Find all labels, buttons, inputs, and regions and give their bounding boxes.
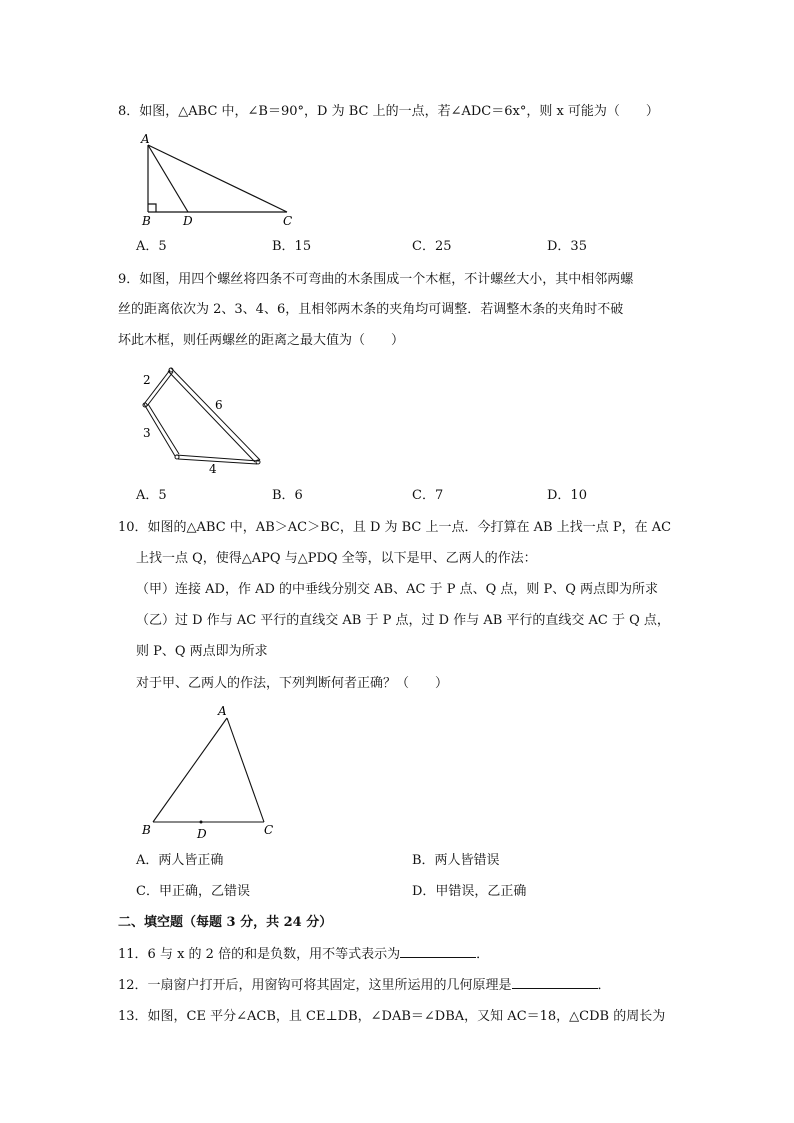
q8-stem: 8．如图，△ABC 中，∠B＝90°，D 为 BC 上的一点，若∠ADC＝6x°，则 x 可能为（ ） xyxy=(118,104,659,119)
q11-text: 11．6 与 x 的 2 倍的和是负数，用不等式表示为 xyxy=(118,947,401,962)
q10-stem-line4: （乙）过 D 作与 AC 平行的直线交 AB 于 P 点，过 D 作与 AB 平行的直线交 AC 于 Q 点， xyxy=(136,613,670,628)
q9-option-b[interactable]: B．6 xyxy=(272,488,303,503)
q10-label-a: A xyxy=(218,704,227,718)
q10-stem-line6: 对于甲、乙两人的作法，下列判断何者正确？（ ） xyxy=(136,676,449,691)
q10-option-c[interactable]: C．甲正确，乙错误 xyxy=(136,884,250,899)
q10-option-a[interactable]: A．两人皆正确 xyxy=(136,853,224,868)
q9-stem-line1: 9．如图，用四个螺丝将四条不可弯曲的木条围成一个木框，不计螺丝大小，其中相邻两螺 xyxy=(118,272,634,287)
q10-stem-line3: （甲）连接 AD，作 AD 的中垂线分别交 AB、AC 于 P 点、Q 点，则 P、Q 两点即为所求 xyxy=(136,582,659,597)
q10-triangle xyxy=(153,718,264,822)
q9-side-label-6: 6 xyxy=(215,398,223,412)
q12-end: ． xyxy=(597,978,611,993)
q9-side-label-3: 3 xyxy=(143,426,151,440)
q9-option-d[interactable]: D．10 xyxy=(547,488,587,503)
q10-point-d xyxy=(200,821,203,824)
q8-label-b: B xyxy=(142,214,151,228)
q13-stem: 13．如图，CE 平分∠ACB，且 CE⊥DB，∠DAB＝∠DBA，又知 AC＝18，△CDB 的周长为 xyxy=(118,1009,666,1024)
q9-stem-line3: 坏此木框，则任两螺丝的距离之最大值为（ ） xyxy=(118,333,405,348)
q9-side-label-2: 2 xyxy=(143,373,151,387)
q9-wood-frame xyxy=(143,368,260,464)
q9-option-a[interactable]: A．5 xyxy=(136,488,167,503)
q10-label-d: D xyxy=(197,827,207,841)
q8-option-d[interactable]: D．35 xyxy=(547,239,587,254)
q12-text: 12．一扇窗户打开后，用窗钩可将其固定，这里所运用的几何原理是 xyxy=(118,978,512,993)
q10-label-b: B xyxy=(142,823,151,837)
q8-label-c: C xyxy=(283,214,293,228)
q10-stem-line5: 则 P、Q 两点即为所求 xyxy=(136,644,268,659)
q8-triangle xyxy=(148,145,287,212)
q12-answer-blank[interactable] xyxy=(512,976,598,989)
q8-option-c[interactable]: C．25 xyxy=(412,239,452,254)
q8-option-b[interactable]: B．15 xyxy=(272,239,312,254)
q10-option-d[interactable]: D．甲错误，乙正确 xyxy=(412,884,527,899)
q10-label-c: C xyxy=(264,823,274,837)
q10-stem-line2: 上找一点 Q，使得△APQ 与△PDQ 全等，以下是甲、乙两人的作法： xyxy=(136,551,537,566)
q11-end: ． xyxy=(476,947,490,962)
q8-label-a: A xyxy=(141,132,150,146)
q9-stem-line2: 丝的距离依次为 2、3、4、6，且相邻两木条的夹角均可调整．若调整木条的夹角时不破 xyxy=(118,302,624,317)
q9-option-c[interactable]: C．7 xyxy=(412,488,444,503)
q9-side-label-4: 4 xyxy=(209,462,217,476)
q12-stem xyxy=(118,976,611,995)
q8-option-a[interactable]: A．5 xyxy=(136,239,167,254)
q10-stem-line1: 10．如图的△ABC 中，AB＞AC＞BC，且 D 为 BC 上一点．今打算在 AB 上找一点 P，在 AC xyxy=(118,520,672,535)
q11-answer-blank[interactable] xyxy=(400,945,476,958)
q10-option-b[interactable]: B．两人皆错误 xyxy=(412,853,500,868)
q11-stem xyxy=(118,945,489,964)
section-title: 二、填空题（每题 3 分，共 24 分） xyxy=(118,915,333,930)
q8-label-d: D xyxy=(183,214,193,228)
